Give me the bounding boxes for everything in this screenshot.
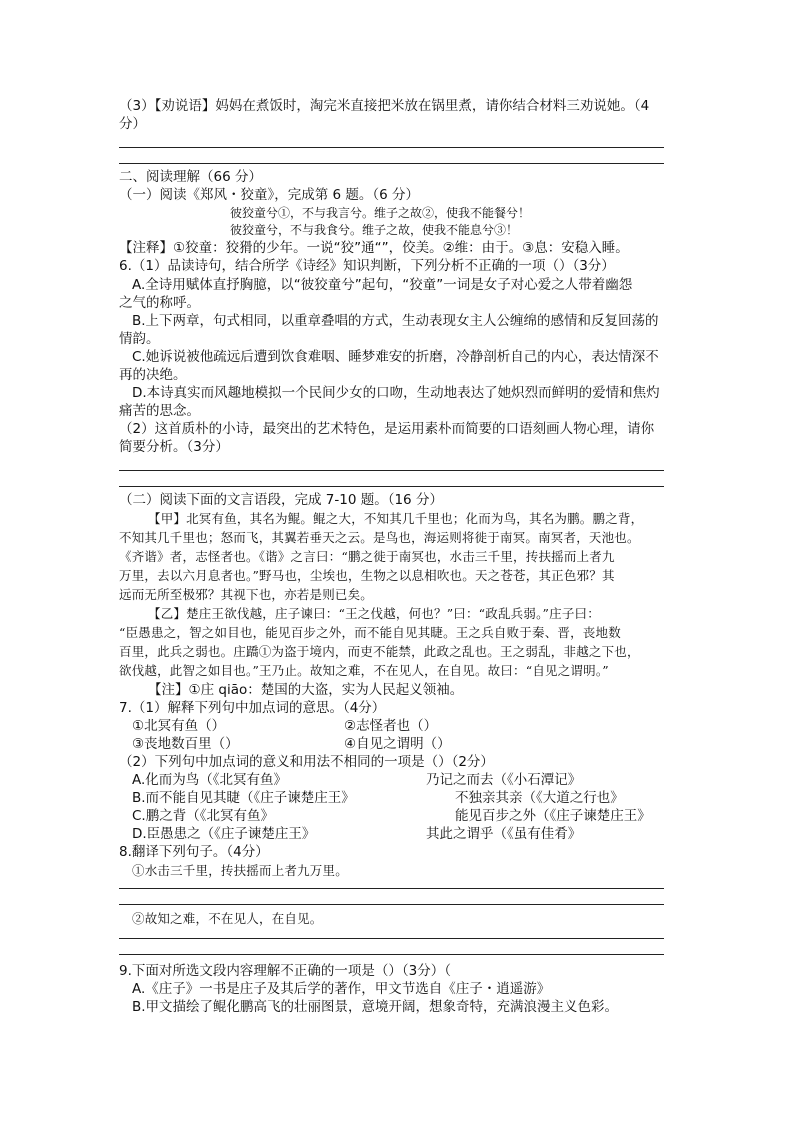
- q7-option-c: C.鹏之背（《北冥有鱼》: [132, 808, 274, 824]
- q7-option-b: B.而不能自见其睫（《庄子谏楚庄王》: [132, 790, 355, 806]
- q6-option-a-cont: 之气的称呼。: [119, 295, 200, 311]
- passage-jia-line: 【甲】北冥有鱼，其名为鲲。鲲之大，不知其几千里也；化而为鸟，其名为鹏。鹏之背，: [148, 511, 644, 526]
- poem-note: 【注释】①狡童：狡猾的少年。一说“狡”通“”，佼美。②维：由于。③息：安稳入睡。: [119, 240, 629, 256]
- q7-item: ①北冥有鱼（）: [132, 718, 226, 734]
- q7-2-stem: （2）下列句中加点词的意义和用法不相同的一项是（）（2分）: [119, 754, 494, 770]
- answer-line[interactable]: [119, 486, 664, 487]
- q6-option-b: B.上下两章，句式相同，以重章叠唱的方式，生动表现女主人公缠绵的感情和反复回荡的: [132, 313, 659, 329]
- poem-line: 彼狡童兮，不与我食兮。维子之故，使我不能息兮③！: [230, 223, 519, 237]
- q8-sentence-1: ①水击三千里，抟扶摇而上者九万里。: [132, 863, 348, 878]
- q6-2-stem: （2）这首质朴的小诗，最突出的艺术特色，是运用素朴而简要的口语刻画人物心理，请你: [119, 421, 655, 437]
- q6-option-c-cont: 再的决绝。: [119, 367, 187, 383]
- passage-yi-line: 百里，此兵之弱也。庄蹻①为盗于境内，而吏不能禁，此政之乱也。王之弱乱，非越之下也，: [119, 644, 640, 659]
- q9-stem: 9.下面对所选文段内容理解不正确的一项是（）（3分）（: [119, 963, 451, 979]
- passage-jia-line: 远而无所至极邪？其视下也，亦若是则已矣。: [119, 587, 374, 602]
- passage-note: 【注】①庄 qiāo：楚国的大盗，实为人民起义领袖。: [148, 682, 464, 698]
- q8-stem: 8.翻译下列句子。（4分）: [119, 844, 269, 860]
- passage-jia-line: 万里，去以六月息者也。”野马也，尘埃也，生物之以息相吹也。天之苍苍，其正色邪？其: [119, 568, 615, 583]
- q6-option-a: A.全诗用赋体直抒胸臆，以“彼狡童兮”起句，“狡童”一词是女子对心爱之人带着幽怨: [132, 277, 633, 293]
- part2-heading: （二）阅读下面的文言语段，完成 7-10 题。（16 分）: [119, 492, 443, 508]
- q7-option-c-pair: 能见百步之外（《庄子谏楚庄王》: [455, 808, 651, 824]
- q7-1-stem: 7.（1）解释下列句中加点词的意思。（4分）: [119, 700, 386, 716]
- answer-line[interactable]: [119, 147, 664, 148]
- q6-option-d-cont: 痛苦的思念。: [119, 403, 200, 419]
- q6-option-b-cont: 情韵。: [119, 331, 160, 347]
- q6-1-stem: 6.（1）品读诗句，结合所学《诗经》知识判断，下列分析不正确的一项（）（3分）: [119, 258, 615, 274]
- answer-line[interactable]: [119, 954, 664, 955]
- answer-line[interactable]: [119, 888, 664, 889]
- q6-option-c: C.她诉说被他疏远后遭到饮食难咽、睡梦难安的折磨，冷静剖析自己的内心，表达情深不: [132, 349, 659, 365]
- q6-2-stem-cont: 简要分析。（3分）: [119, 439, 229, 455]
- q7-option-d-pair: 其此之谓乎（《虽有佳肴》: [426, 826, 582, 842]
- answer-line[interactable]: [119, 904, 664, 905]
- q7-option-b-pair: 不独亲其亲（《大道之行也》: [455, 790, 624, 806]
- part1-heading: （一）阅读《郑风・狡童》，完成第 6 题。（6 分）: [119, 187, 420, 203]
- passage-jia-line: 《齐谐》者，志怪者也。《谐》之言曰：“鹏之徙于南冥也，水击三千里，抟扶摇而上者九: [119, 549, 615, 564]
- q7-item: ②志怪者也（）: [344, 718, 438, 734]
- passage-yi-line: 欲伐越，此智之如目也。”王乃止。故知之难，不在见人，在自见。故曰：“自见之谓明。”: [119, 663, 609, 678]
- section-title: 二、阅读理解（66 分）: [119, 169, 262, 185]
- q7-option-a-pair: 乃记之而去（《小石潭记》: [426, 772, 582, 788]
- answer-line[interactable]: [119, 470, 664, 471]
- answer-line[interactable]: [119, 163, 664, 164]
- q7-option-d: D.臣愚患之（《庄子谏楚庄王》: [132, 826, 316, 842]
- passage-yi-line: 【乙】楚庄王欲伐越，庄子谏曰：“王之伐越，何也？”曰：“政乱兵弱。”庄子曰：: [148, 606, 600, 621]
- q3-text-line1: （3）【劝说语】妈妈在煮饭时，淘完米直接把米放在锅里煮，请你结合材料三劝说她。（4: [119, 98, 650, 114]
- q7-item: ③丧地数百里（）: [132, 736, 239, 752]
- q7-option-a: A.化而为鸟（《北冥有鱼》: [132, 772, 288, 788]
- q7-item: ④自见之谓明（）: [344, 736, 451, 752]
- q9-option-b: B.甲文描绘了鲲化鹏高飞的壮丽图景，意境开阔，想象奇特，充满浪漫主义色彩。: [132, 999, 619, 1015]
- passage-yi-line: “臣愚患之，智之如目也，能见百步之外，而不能自见其睫。王之兵自败于秦、晋，丧地数: [119, 625, 621, 640]
- q9-option-a: A.《庄子》一书是庄子及其后学的著作，甲文节选自《庄子・逍遥游》: [132, 981, 551, 997]
- q8-sentence-2: ②故知之难，不在见人，在自见。: [132, 911, 323, 926]
- q3-text-line2: 分）: [119, 116, 146, 132]
- q6-option-d: D.本诗真实而风趣地模拟一个民间少女的口吻，生动地表达了她炽烈而鲜明的爱情和焦灼: [132, 385, 660, 401]
- answer-line[interactable]: [119, 938, 664, 939]
- poem-line: 彼狡童兮①，不与我言兮。维子之故②，使我不能餐兮！: [230, 206, 531, 220]
- passage-jia-line: 不知其几千里也；怒而飞，其翼若垂天之云。是鸟也，海运则将徙于南冥。南冥者，天池也。: [119, 530, 640, 545]
